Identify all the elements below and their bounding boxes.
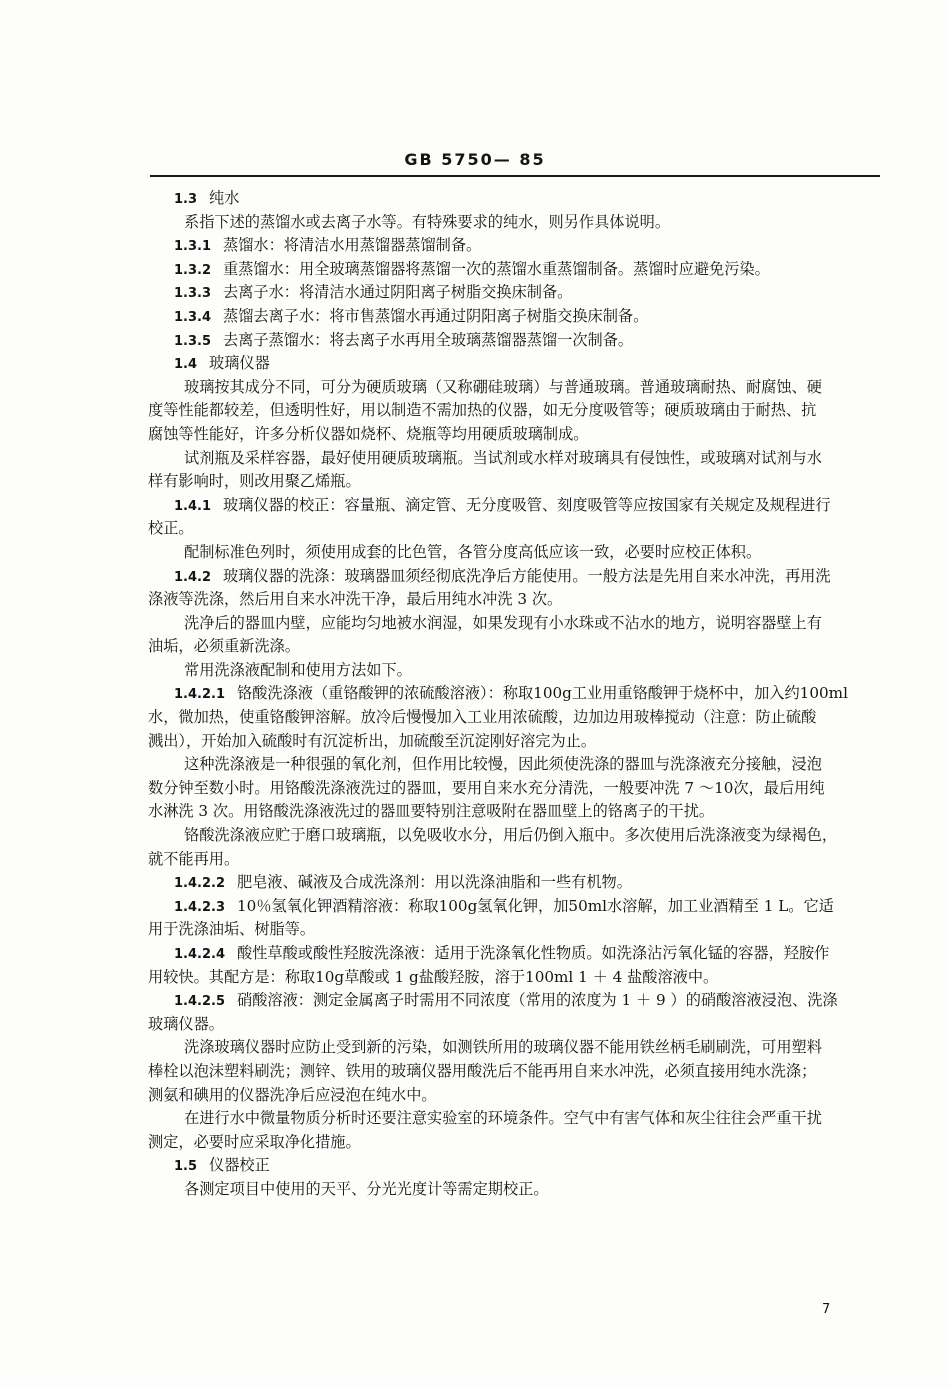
section-line [148,1154,880,1178]
text-line [148,800,880,824]
line-text: 腐蚀等性能好，许多分析仪器如烧杯、烧瓶等均用硬质玻璃制成。 [148,424,589,443]
section-number: 1.4.2.2 [174,876,225,892]
section-number: 1.4 [174,357,198,373]
text-line [148,706,880,730]
line-text: 棒栓以泡沫塑料刷洗；测锌、铁用的玻璃仪器用酸洗后不能再用自来水冲洗，必须直接用纯水洗涤； [148,1061,817,1080]
line-text: 油垢，必须重新洗涤。 [148,637,300,656]
section-line [148,871,880,895]
line-text: 仪器校正 [209,1156,270,1175]
line-text: 纯水 [209,189,240,207]
line-text: 去离子水：将清洁水通过阴阳离子树脂交换床制备。 [223,283,573,302]
text-line [148,848,880,872]
section-line [148,281,880,305]
section-line [148,942,880,966]
text-line [148,612,880,636]
text-line [148,447,880,471]
section-line [148,494,880,518]
section-number: 1.4.2.3 [174,899,225,915]
text-line [148,730,880,754]
line-text: 用于洗涤油垢、树脂等。 [148,920,316,939]
line-text: 试剂瓶及采样容器，最好使用硬质玻璃瓶。当试剂或水样对玻璃具有侵蚀性，或玻璃对试剂与水 [184,448,822,467]
text-line [148,211,880,235]
section-number: 1.3 [174,192,198,207]
text-line [148,659,880,683]
line-text: 校正。 [148,519,194,538]
line-text: 用较快。其配方是：称取10g草酸或 1 g盐酸羟胺，溶于100ml 1 ＋ 4 盐酸溶液中。 [148,967,719,986]
section-number: 1.3.1 [174,239,212,255]
section-line [148,305,880,329]
section-number: 1.4.2.5 [174,994,225,1010]
section-line [148,187,880,211]
text-line [148,376,880,400]
line-text: 溅出），开始加入硫酸时有沉淀析出，加硫酸至沉淀刚好溶完为止。 [148,731,597,750]
text-line [148,1084,880,1108]
section-line [148,329,880,353]
line-text: 洗净后的器皿内壁，应能均匀地被水润湿，如果发现有小水珠或不沾水的地方，说明容器壁上有 [184,613,822,632]
text-line [148,517,880,541]
line-text: 玻璃仪器的洗涤：玻璃器皿须经彻底洗净后方能使用。一般方法是先用自来水冲洗，再用洗 [223,566,831,585]
line-text: 在进行水中微量物质分析时还要注意实验室的环境条件。空气中有害气体和灰尘往往会严重干扰 [184,1109,822,1128]
section-line [148,989,880,1013]
section-number: 1.4.2.4 [174,947,225,962]
text-line [148,1013,880,1037]
line-text: 硝酸溶液：测定金属离子时需用不同浓度（常用的浓度为 1 ＋ 9 ）的硝酸溶液浸泡、洗涤 [237,991,838,1010]
line-text: 蒸馏水：将清洁水用蒸馏器蒸馏制备。 [223,236,482,255]
text-line [148,1060,880,1084]
line-text: 铬酸洗涤液应贮于磨口玻璃瓶，以免吸收水分，用后仍倒入瓶中。多次使用后洗涤液变为绿褐色， [184,826,838,845]
text-line [148,470,880,494]
line-text: 就不能再用。 [148,849,240,868]
section-number: 1.3.3 [174,286,212,302]
section-number: 1.5 [174,1159,198,1175]
section-line [148,258,880,282]
section-line [148,352,880,376]
line-text: 水淋洗 3 次。用铬酸洗涤液洗过的器皿要特别注意吸附在器皿壁上的铬离子的干扰。 [148,802,715,821]
text-line [148,966,880,990]
text-line [148,753,880,777]
line-text: 系指下述的蒸馏水或去离子水等。有特殊要求的纯水，则另作具体说明。 [184,212,670,231]
line-text: 玻璃仪器。 [148,1014,224,1033]
text-line [148,423,880,447]
line-text: 涤液等洗涤，然后用自来水冲洗干净，最后用纯水冲洗 3 次。 [148,590,563,609]
text-line [148,918,880,942]
section-line [148,895,880,919]
line-text: 重蒸馏水：用全玻璃蒸馏器将蒸馏一次的蒸馏水重蒸馏制备。蒸馏时应避免污染。 [223,259,770,278]
line-text: 测氨和碘用的仪器洗净后应浸泡在纯水中。 [148,1085,437,1104]
line-text: 洗涤玻璃仪器时应防止受到新的污染，如测铁所用的玻璃仪器不能用铁丝柄毛刷刷洗，可用塑料 [184,1038,822,1057]
text-line [148,1036,880,1060]
text-line [148,588,880,612]
text-line [148,824,880,848]
line-text: 蒸馏去离子水：将市售蒸馏水再通过阴阳离子树脂交换床制备。 [223,306,649,325]
line-text: 10％氢氧化钾酒精溶液：称取100g氢氧化钾，加50ml水溶解，加工业酒精至 1 L。它适 [237,896,834,915]
line-text: 肥皂液、碱液及合成洗涤剂：用以洗涤油脂和一些有机物。 [237,873,632,892]
section-number: 1.3.5 [174,333,212,349]
text-line [148,1107,880,1131]
section-number: 1.3.4 [174,309,212,325]
line-text: 配制标准色列时，须使用成套的比色管，各管分度高低应该一致，必要时应校正体积。 [184,542,762,561]
line-text: 测定，必要时应采取净化措施。 [148,1132,361,1151]
document-body [148,187,880,1202]
text-line [148,1131,880,1155]
text-line [148,399,880,423]
section-number: 1.4.2 [174,569,212,585]
line-text: 玻璃按其成分不同，可分为硬质玻璃（又称硼硅玻璃）与普通玻璃。普通玻璃耐热、耐腐蚀、硬 [184,377,822,396]
line-text: 玻璃仪器 [209,354,270,373]
section-line [148,565,880,589]
line-text: 各测定项目中使用的天平、分光光度计等需定期校正。 [184,1179,549,1198]
section-number: 1.3.2 [174,262,212,278]
line-text: 度等性能都较差，但透明性好，用以制造不需加热的仪器，如无分度吸管等；硬质玻璃由于耐热、抗 [148,401,817,420]
header-divider [150,175,880,177]
text-line [148,635,880,659]
line-text: 数分钟至数小时。用铬酸洗涤液洗过的器皿，要用自来水充分清洗，一般要冲洗 7 ～10次，最后用纯 [148,778,825,797]
line-text: 这种洗涤液是一种很强的氧化剂，但作用比较慢，因此须使洗涤的器皿与洗涤液充分接触，浸泡 [184,755,822,774]
line-text: 常用洗涤液配制和使用方法如下。 [184,660,412,679]
line-text: 水，微加热，使重铬酸钾溶解。放冷后慢慢加入工业用浓硫酸，边加边用玻棒搅动（注意：防止硫酸 [148,708,817,727]
line-text: 酸性草酸或酸性羟胺洗涤液：适用于洗涤氧化性物质。如洗涤沾污氧化锰的容器，羟胺作 [237,944,830,962]
line-text: 样有影响时，则改用聚乙烯瓶。 [148,472,361,491]
text-line [148,777,880,801]
section-number: 1.4.2.1 [174,687,225,703]
section-line [148,234,880,258]
text-line [148,541,880,565]
section-number: 1.4.1 [174,498,212,514]
line-text: 去离子蒸馏水：将去离子水再用全玻璃蒸馏器蒸馏一次制备。 [223,330,634,349]
line-text: 铬酸洗涤液（重铬酸钾的浓硫酸溶液）：称取100g工业用重铬酸钾于烧杯中，加入约100ml [237,684,848,703]
line-text: 玻璃仪器的校正：容量瓶、滴定管、无分度吸管、刻度吸管等应按国家有关规定及规程进行 [223,495,831,514]
page-number: 7 [822,1302,831,1317]
section-line [148,682,880,706]
text-line [148,1178,880,1202]
standard-code-header: GB 5750— 85 [404,150,546,169]
